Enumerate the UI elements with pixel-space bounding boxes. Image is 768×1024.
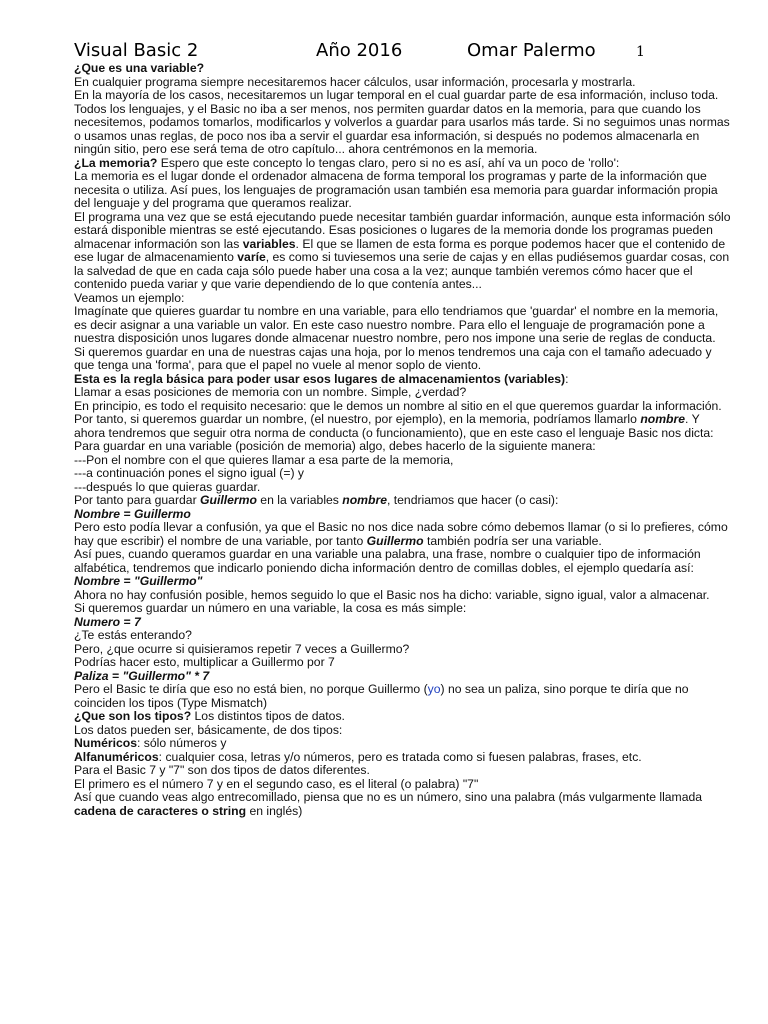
paragraph: Para el Basic 7 y "7" son dos tipos de datos diferentes. [74,763,370,777]
paragraph: Los datos pueden ser, básicamente, de dos tipos: [74,722,343,737]
document-body [74,62,734,818]
paragraph: ¿La memoria? Espero que este concepto lo tengas claro, pero si no es así, ahí va un poco de 'rollo': [74,155,620,170]
paragraph: En la mayoría de los casos, necesitaremos un lugar temporal en el cual guardar parte de esa información, incluso toda. [74,88,719,102]
header-year: Año 2016 [316,40,403,61]
step-line: ---después lo que quieras guardar. [74,479,261,494]
code-example: Nombre = "Guillermo" [74,574,203,588]
code-example: Nombre = Guillermo [74,506,191,521]
heading-what-is-variable: ¿Que es una variable? [74,61,205,75]
paragraph: En principio, es todo el requisito necesario: que le demos un nombre al sitio en el que queremos guardar la información. [74,398,722,413]
paragraph: Si queremos guardar en una de nuestras cajas una hoja, por lo menos tendremos una caja con el tamaño adecuado y que tenga una 'forma', para que el papel no vuele al menor soplo de viento. [74,344,712,372]
step-line: ---a continuación pones el signo igual (=) y [74,466,304,480]
paragraph: Llamar a esas posiciones de memoria con un nombre. Simple, ¿verdad? [74,385,467,399]
paragraph: Si queremos guardar un número en una variable, la cosa es más simple: [74,601,467,615]
paragraph: Ahora no hay confusión posible, hemos seguido lo que el Basic nos ha dicho: variable, signo igual, valor a almacenar. [74,587,710,602]
step-line: ---Pon el nombre con el que quieres llamar a esa parte de la memoria, [74,452,454,467]
paragraph: Por tanto para guardar Guillermo en la variables nombre, tendriamos que hacer (o casi): [74,493,559,507]
paragraph: Imagínate que quieres guardar tu nombre en una variable, para ello tendriamos que 'guardar' el nombre en la memoria, es decir asignar a una variable un valor. En este caso nuestro nombre. Para ello el lenguaje de programación pone a nuestra disposición unos lugares donde almacenar nuestro nombre, pero nos impone una serie de reglas de conducta. [74,304,719,345]
paragraph: Todos los lenguajes, y el Basic no iba a ser menos, nos permiten guardar datos en la memoria, para que cuando los necesitemos, podamos tomarlos, modificarlos y volverlos a guardar para usarlos más tarde. Si no seguimos unas normas o usamos unas reglas, de poco nos iba a servir el guardar esa información, si después no podemos almacenarla en ningún sitio, pero ese será tema de otro capítulo... ahora centrémonos en la memoria. [74,101,730,156]
paragraph: Esta es la regla básica para poder usar esos lugares de almacenamientos (variables): [74,371,569,386]
header-author: Omar Palermo [467,40,596,61]
paragraph: ¿Que son los tipos? Los distintos tipos de datos. [74,709,345,723]
paragraph: Veamos un ejemplo: [74,290,185,305]
paragraph: Alfanuméricos: cualquier cosa, letras y/o números, pero es tratada como si fuesen palabras, frases, etc. [74,749,642,764]
paragraph: Pero, ¿que ocurre si quisieramos repetir 7 veces a Guillermo? [74,641,410,656]
paragraph: Pero el Basic te diría que eso no está bien, no porque Guillermo (yo) no sea un paliza, sino porque te diría que no coinciden los tipos (Type Mismatch) [74,682,689,710]
highlighted-word: yo [427,682,441,696]
code-example: Numero = 7 [74,614,141,629]
paragraph: Podrías hacer esto, multiplicar a Guillermo por 7 [74,655,335,669]
paragraph: ¿Te estás enterando? [74,628,192,642]
page-number: 1 [636,44,645,60]
paragraph: Por tanto, si queremos guardar un nombre, (el nuestro, por ejemplo), en la memoria, podríamos llamarlo nombre. Y ahora tendremos que seguir otra norma de conducta (o funcionamiento), que en este caso el lenguaje Basic nos dicta: [74,412,714,440]
paragraph: La memoria es el lugar donde el ordenador almacena de forma temporal los programas y parte de la información que necesita o utiliza. Así pues, los lenguajes de programación usan también esa memoria para guardar información propia del lenguaje y del programa que queramos realizar. [74,169,718,210]
paragraph: Numéricos: sólo números y [74,736,227,750]
course-title: Visual Basic 2 [74,40,199,61]
paragraph: Para guardar en una variable (posición de memoria) algo, debes hacerlo de la siguiente manera: [74,439,596,453]
paragraph: Así pues, cuando queramos guardar en una variable una palabra, una frase, nombre o cualquier tipo de información alfabética, tendremos que indicarlo poniendo dicha información dentro de comillas dobles, el ejemplo quedaría así: [74,547,701,575]
paragraph: Pero esto podía llevar a confusión, ya que el Basic no nos dice nada sobre cómo debemos llamar (o si lo prefieres, cómo hay que escribir) el nombre de una variable, por tanto Guillermo también podría ser una variable. [74,520,728,548]
code-example: Paliza = "Guillermo" * 7 [74,668,210,683]
paragraph: Así que cuando veas algo entrecomillado, piensa que no es un número, sino una palabra (más vulgarmente llamada cadena de caracteres o string en inglés) [74,790,703,818]
paragraph: El programa una vez que se está ejecutando puede necesitar también guardar información, aunque esta información sólo estará disponible mientras se esté ejecutando. Esas posiciones o lugares de la memoria donde los programas pueden almacenar información son las variables. El que se llamen de esta forma es porque podemos hacer que el contenido de ese lugar de almacenamiento varíe, es como si tuviesemos una serie de cajas y en ellas pudiésemos guardar cosas, con la salvedad de que en cada caja sólo puede haber una cosa a la vez; aunque también veremos cómo hacer que el contenido pueda variar y que varie dependiendo de lo que contenía antes... [74,209,731,291]
paragraph: En cualquier programa siempre necesitaremos hacer cálculos, usar información, procesarla y mostrarla. [74,74,636,89]
paragraph: El primero es el número 7 y en el segundo caso, es el literal (o palabra) "7" [74,776,479,791]
